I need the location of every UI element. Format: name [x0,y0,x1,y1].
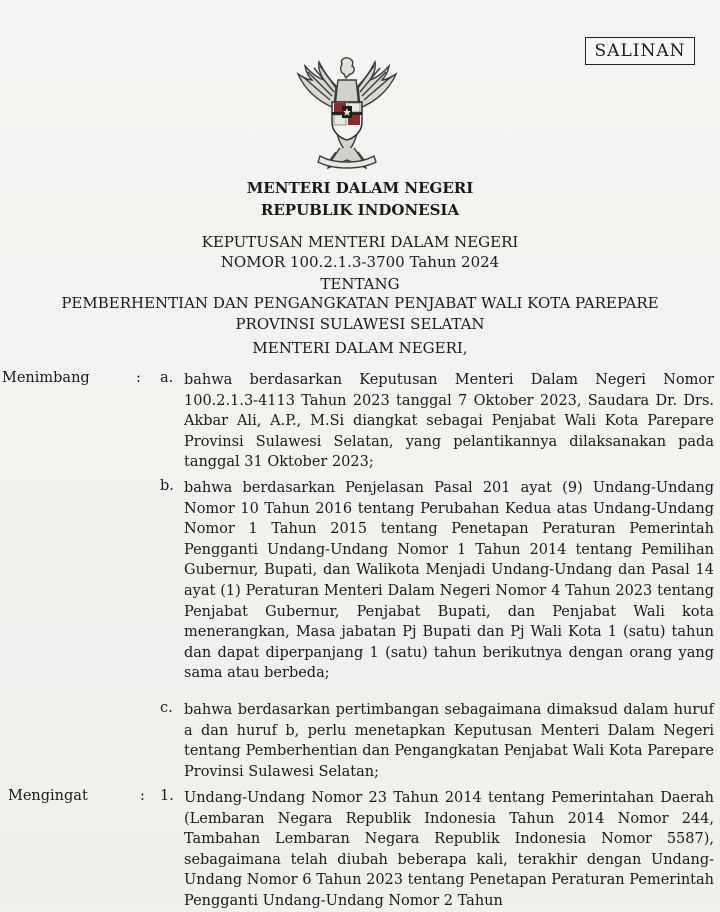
mengingat-label: Mengingat [8,788,88,804]
menimbang-mark-c: c. [160,700,173,716]
menimbang-colon: : [136,370,141,386]
menimbang-mark-b: b. [160,478,174,494]
menimbang-mark-a: a. [160,370,174,386]
salinan-stamp: SALINAN [585,37,695,65]
decree-title: KEPUTUSAN MENTERI DALAM NEGERI [201,233,519,251]
mengingat-mark-1: 1. [160,788,174,804]
menimbang-item-b: bahwa berdasarkan Penjelasan Pasal 201 ayat (9) Undang-Undang Nomor 10 Tahun 2016 tentang Perubahan Kedua atas Undang-Undang Nomor 1 Tahun 2015 tentang Penetapan Peraturan Pemerintah Pengganti Undang-Undang Nomor 1 Tahun 2014 tentang Pemilihan Gubernur, Bupati, dan Walikota Menjadi Undang-Undang dan Pasal 14 ayat (1) Peraturan Menteri Dalam Negeri Nomor 4 Tahun 2023 tentang Penjabat Gubernur, Penjabat Bupati, dan Penjabat Wali kota menerangkan, Masa jabatan Pj Bupati dan Pj Wali Kota 1 (satu) tahun dan dapat diperpanjang 1 (satu) tahun berikutnya dengan orang yang sama atau berbeda; [184,480,714,682]
decree-issuer: MENTERI DALAM NEGERI, [252,339,468,357]
header-minister: MENTERI DALAM NEGERI [246,179,474,197]
mengingat-item-1: Undang-Undang Nomor 23 Tahun 2014 tentang Pemerintahan Daerah (Lembaran Negara Republik Indonesia Tahun 2014 Nomor 244, Tambahan Lembaran Negara Republik Indonesia Nomor 5587), sebagaimana telah diubah beberapa kali, terakhir dengan Undang-Undang Nomor 6 Tahun 2023 tentang Penetapan Peraturan Pemerintah Pengganti Undang-Undang Nomor 2 Tahun [184,790,714,909]
menimbang-item-c: bahwa berdasarkan pertimbangan sebagaimana dimaksud dalam huruf a dan huruf b, perlu menetapkan Keputusan Menteri Dalam Negeri tentang Pemberhentian dan Pengangkatan Penjabat Wali Kota Parepare Provinsi Sulawesi Selatan; [184,702,714,780]
menimbang-label: Menimbang [2,370,90,386]
menimbang-item-a: bahwa berdasarkan Keputusan Menteri Dalam Negeri Nomor 100.2.1.3-4113 Tahun 2023 tanggal 7 Oktober 2023, Saudara Dr. Drs. Akbar Ali, A.P., M.Si diangkat sebagai Penjabat Wali Kota Parepare Provinsi Sulawesi Selatan, yang pelantikannya dilaksanakan pada tanggal 31 Oktober 2023; [184,372,714,471]
header-republic: REPUBLIK INDONESIA [260,201,460,219]
decree-subject-line2: PROVINSI SULAWESI SELATAN [235,315,485,333]
decree-about: TENTANG [320,275,400,293]
mengingat-colon: : [140,788,145,804]
decree-number: NOMOR 100.2.1.3-3700 Tahun 2024 [220,253,500,271]
decree-subject-line1: PEMBERHENTIAN DAN PENGANGKATAN PENJABAT WALI KOTA PAREPARE [61,294,659,312]
garuda-emblem-icon [290,56,404,174]
